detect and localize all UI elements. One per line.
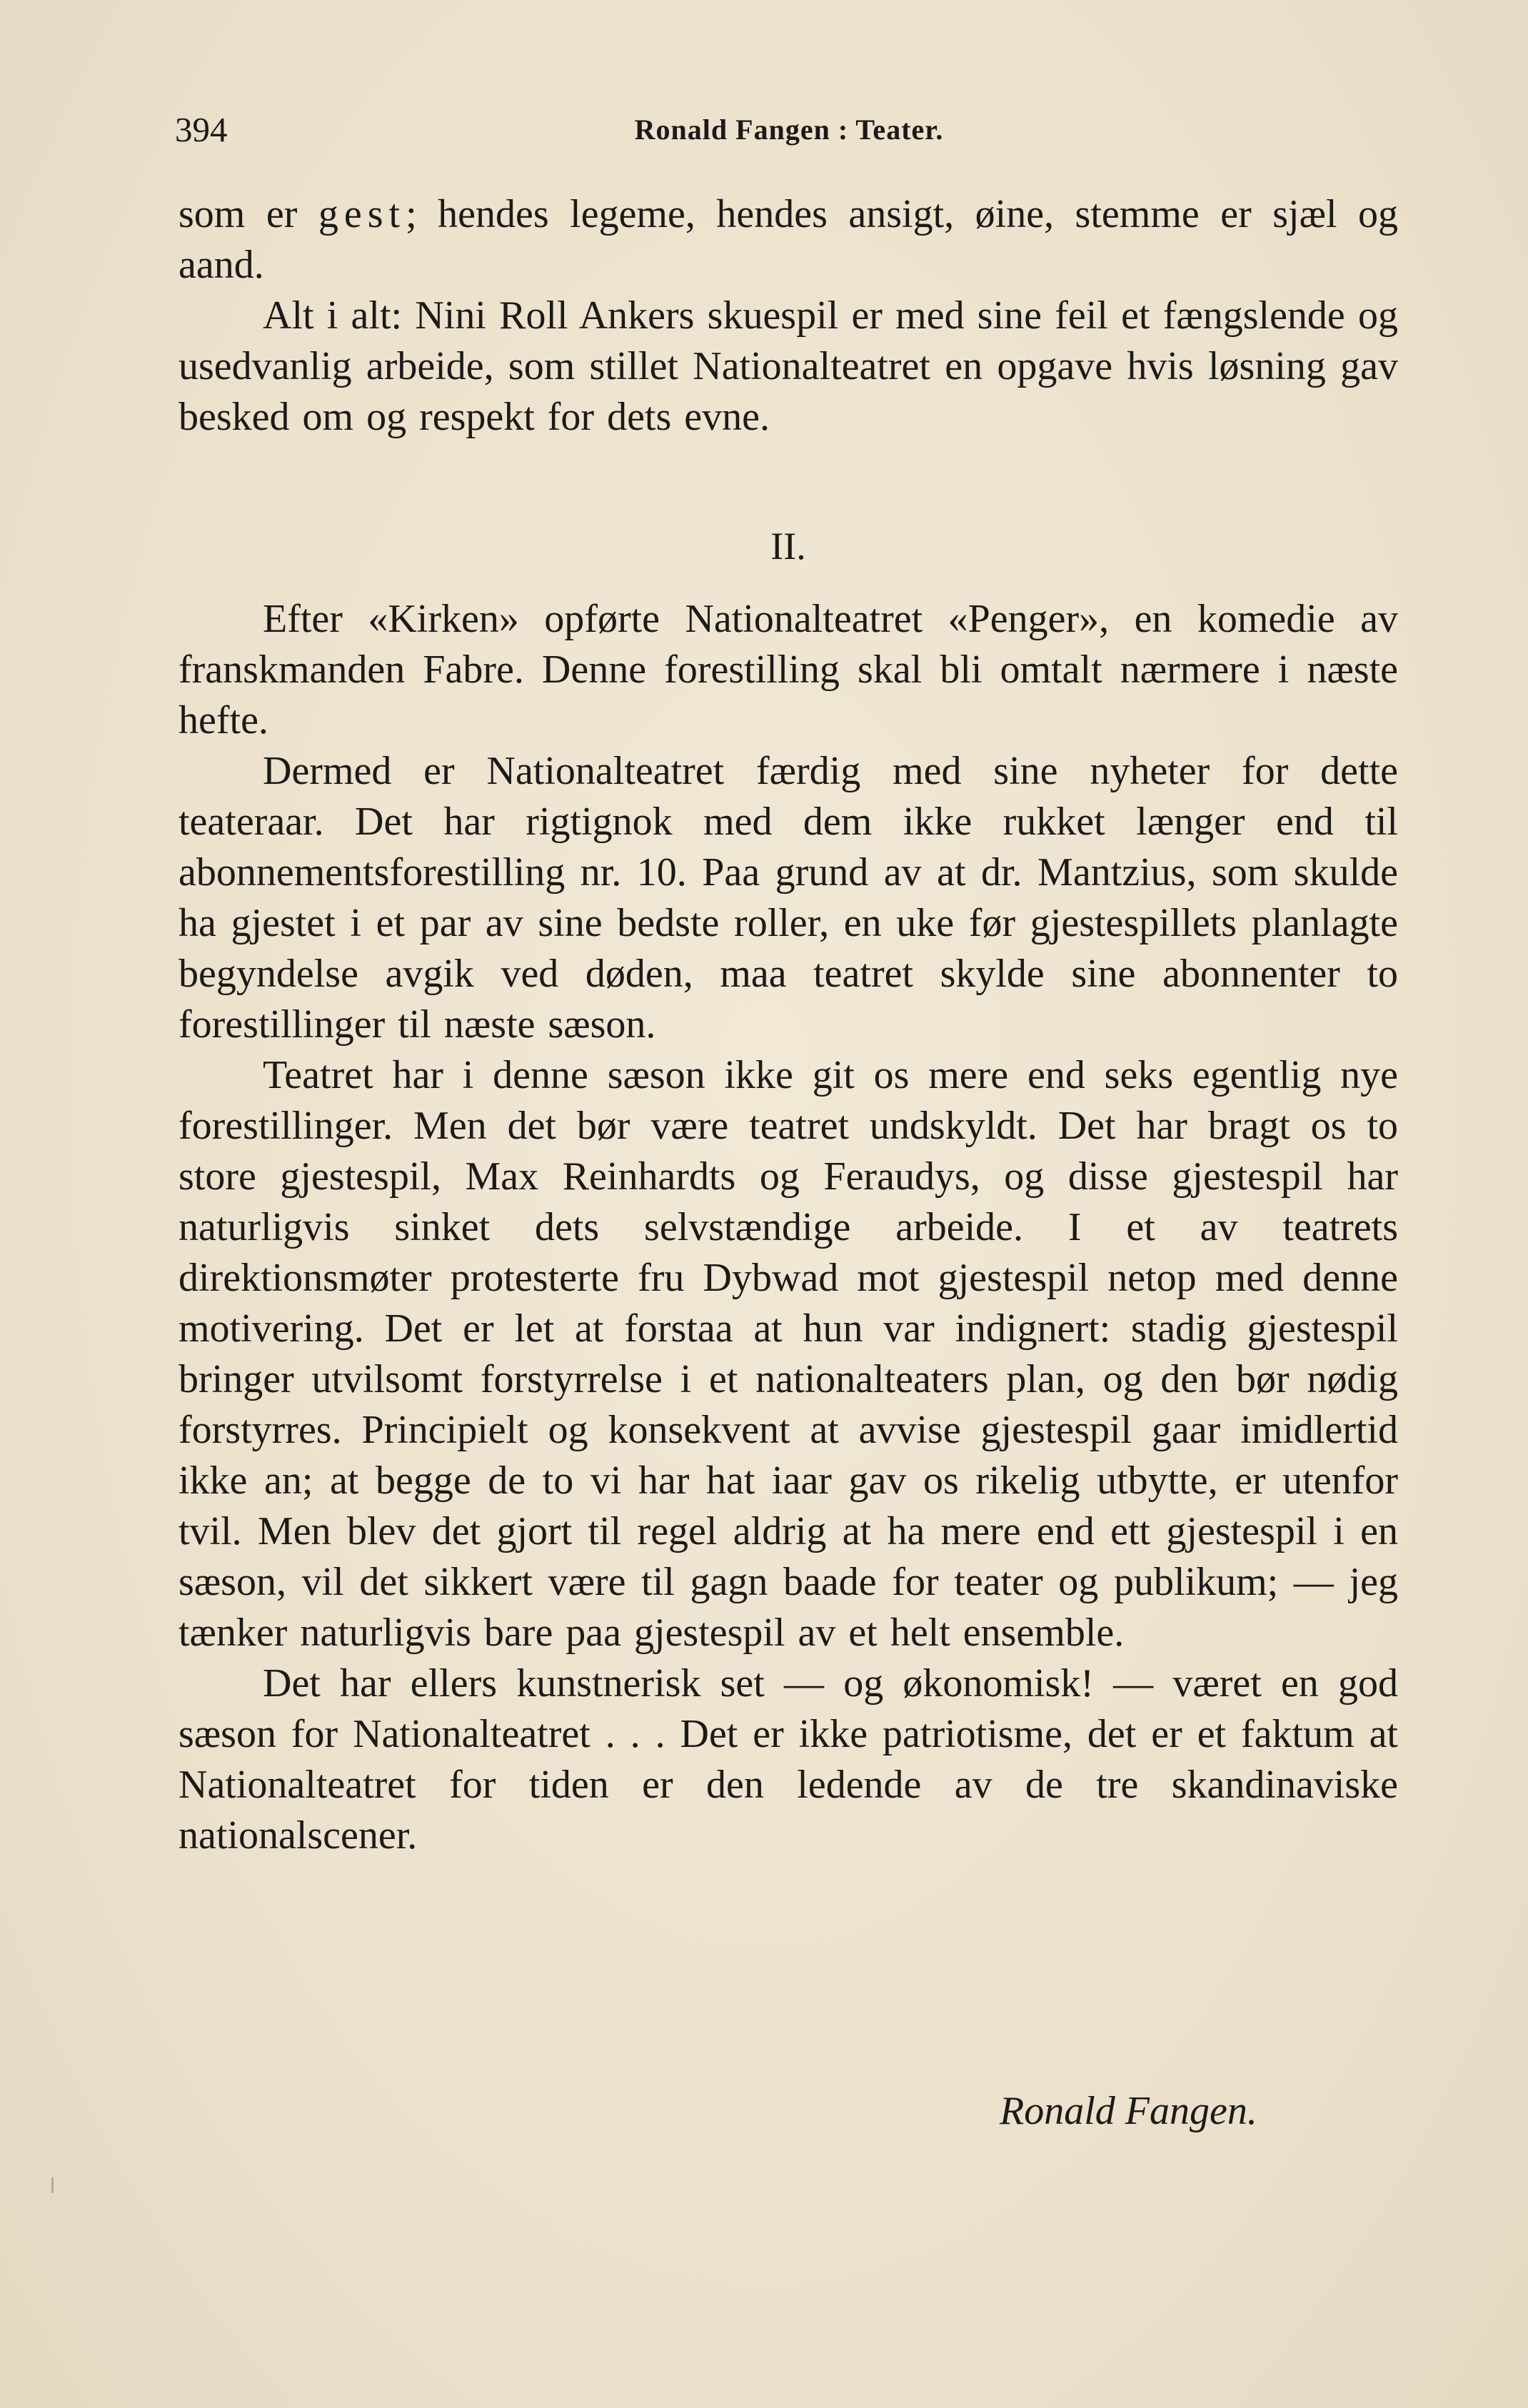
paragraph-continued	[179, 189, 1398, 291]
paragraph-2: Dermed er Nationalteatret færdig med sine nyheter for dette teateraar. Det har rigtignok med dem ikke rukket længer end til abonnementsforestilling nr. 10. Paa grund av at dr. Mantzius, som skulde ha gjestet i et par av sine bedste roller, en uke før gjestespillets planlagte begyndelse avgik ved døden, maa teatret skylde sine abonnenter to forestillinger til næste sæson.	[179, 749, 1398, 1047]
paragraph-4: Det har ellers kunstnerisk set — og økonomisk! — været en god sæson for Nationalteatret . . . Det er ikke patriotisme, det er et faktum at Nationalteatret for tiden er den ledende av de tre skandinaviske nationalscener.	[179, 1661, 1398, 1858]
author-signature: Ronald Fangen.	[1000, 2089, 1257, 2133]
text-span: som er	[179, 192, 318, 236]
emphasized-word: gest	[318, 192, 406, 236]
paragraph-3: Teatret har i denne sæson ikke git os mere end seks egentlig nye forestillinger. Men det bør være teatret undskyldt. Det har bragt os to store gjestespil, Max Reinhardts og Feraudys, og disse gjestespil har naturligvis sinket dets selvstændige arbeide. I et av teatrets direktionsmøter protesterte fru Dybwad mot gjestespil netop med denne motivering. Det er let at forstaa at hun var indignert: stadig gjestespil bringer utvilsomt forstyrrelse i et nationalteaters plan, og den bør nødig forstyrres. Principielt og konsekvent at avvise gjestespil gaar imidlertid ikke an; at begge de to vi har hat iaar gav os rikelig utbytte, er utenfor tvil. Men blev det gjort til regel aldrig at ha mere end ett gjestespil i en sæson, vil det sikkert være til gagn baade for teater og publikum; — jeg tænker naturligvis bare paa gjestespil av et helt ensemble.	[179, 1053, 1398, 1655]
page-number: 394	[175, 110, 228, 149]
paragraph-summary: Alt i alt: Nini Roll Ankers skuespil er med sine feil et fængslende og usedvanlig arbeide, som stillet Nationalteatret en opgave hvis løsning gav besked om og respekt for dets evne.	[179, 293, 1398, 439]
text-span: ; hendes legeme, hendes ansigt, øine, stemme er sjæl og aand.	[179, 192, 1399, 287]
page-header	[175, 101, 1403, 158]
paragraph-1: Efter «Kirken» opførte Nationalteatret «Penger», en komedie av franskmanden Fabre. Denne forestilling skal bli omtalt nærmere i næste hefte.	[179, 597, 1398, 742]
section-2-text	[179, 594, 1398, 1861]
section-heading: II.	[770, 525, 806, 568]
margin-mark	[51, 2177, 54, 2193]
running-head: Ronald Fangen : Teater.	[634, 114, 944, 146]
section-1-text	[179, 189, 1398, 443]
